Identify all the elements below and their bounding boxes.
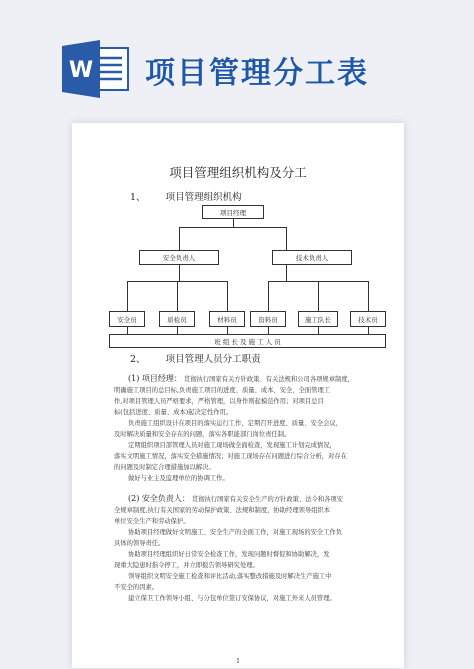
- duty-line: 贯彻执行国家有关安全生产的方针政策、法令和各项安: [191, 496, 344, 503]
- section-1-number: 1、: [130, 192, 146, 203]
- org-box-document-officer: 资料员: [250, 311, 286, 327]
- duty-line: 定期组织项目部管理人员对施工现场做全面检查，发现施工计划完成情况，: [128, 442, 336, 449]
- word-logo-letter: W: [68, 58, 94, 83]
- section-1-title: 项目管理组织机构: [165, 192, 242, 203]
- duty-project-manager: [114, 373, 382, 484]
- page-number: 1: [236, 658, 240, 665]
- duty-label: (2) 安全负责人：: [128, 494, 190, 503]
- duty-line: 负责施工组织设计在项目的落实运行工作，定期召开进度、质量、安全会议，: [128, 420, 343, 427]
- org-box-tech-lead: 技术负责人: [272, 250, 352, 265]
- section-2-heading: [130, 351, 261, 365]
- org-box-quality-inspector: 质检员: [159, 311, 195, 327]
- word-icon: [60, 40, 130, 98]
- duty-line: 标(包括进度、质量、成本)起决定性作用。: [114, 409, 233, 416]
- duty-line: 建立保卫工作领导小组、与分包单位签订安保协议，对施工外来人员管理。: [128, 595, 336, 602]
- duty-line: 全规章制度,执行有关国家的劳动保护政策、法规和制度，协助经理领导组织本: [114, 507, 331, 514]
- duty-line: 不安全的因素。: [114, 584, 159, 591]
- section-2-title: 项目管理人员分工职责: [165, 354, 261, 365]
- org-box-safety-lead: 安全负责人: [139, 250, 219, 265]
- duty-line: 明确施工项目的总目标,负责施工项目的进度、质量、成本、安全、全面管理工: [114, 387, 331, 394]
- duty-line: 作,对项目管理人员严格要求，严格管理，以身作则起模范作用；对项目总目: [114, 398, 324, 405]
- duty-line: 贯彻执行国家有关方针政策、有关法规和公司各项规章制度，: [183, 376, 354, 383]
- banner: [0, 0, 474, 118]
- duty-line: 协助项目经理做好文明施工、安全生产的全面工作，对施工现场的安全工作负: [128, 529, 343, 536]
- duty-line: 做好与业主及监理单位的协调工作。: [128, 475, 229, 482]
- duty-line: 及时解决质量和安全存在的问题，落实各职能部门岗位责任制。: [114, 431, 291, 438]
- duty-line: 落实文明施工情况，落实安全措施情况；对施工现场存在问题进行综合分析，对存在: [114, 453, 347, 460]
- org-box-team-workers: 班 组 长 及 施 工 人 员: [109, 334, 386, 348]
- org-box-materials-officer: 材料员: [209, 311, 245, 327]
- duty-label: (1) 项目经理：: [128, 374, 182, 383]
- org-box-technician: 技术员: [350, 311, 386, 327]
- duty-line: 的问题及时制定合理措施加以解决。: [114, 464, 215, 471]
- document-title: 项目管理组织机构及分工: [169, 165, 307, 180]
- duty-line: 协助项目经理组织好日常安全检查工作，发现问题时督促和协助解决，发: [128, 551, 330, 558]
- section-2-number: 2、: [130, 354, 146, 365]
- org-box-safety-officer: 安全员: [109, 311, 145, 327]
- org-box-project-manager: 项目经理: [202, 205, 264, 219]
- document-page: [72, 123, 404, 668]
- banner-title: 项目管理分工表: [145, 56, 369, 91]
- duty-line: 领导组织文明安全施工检查和评比活动,落实整改措施及时解决生产施工中: [128, 573, 332, 580]
- duty-line: 现重大隐患时指令停工，并立即报告领导研究处理。: [114, 562, 259, 569]
- duty-safety-lead: [114, 493, 382, 604]
- duty-line: 单位安全生产和劳动保护。: [114, 518, 190, 525]
- org-chart: [72, 123, 404, 363]
- org-box-crew-leader: 施工队长: [298, 311, 338, 327]
- duty-line: 具体的领导责任。: [114, 540, 165, 547]
